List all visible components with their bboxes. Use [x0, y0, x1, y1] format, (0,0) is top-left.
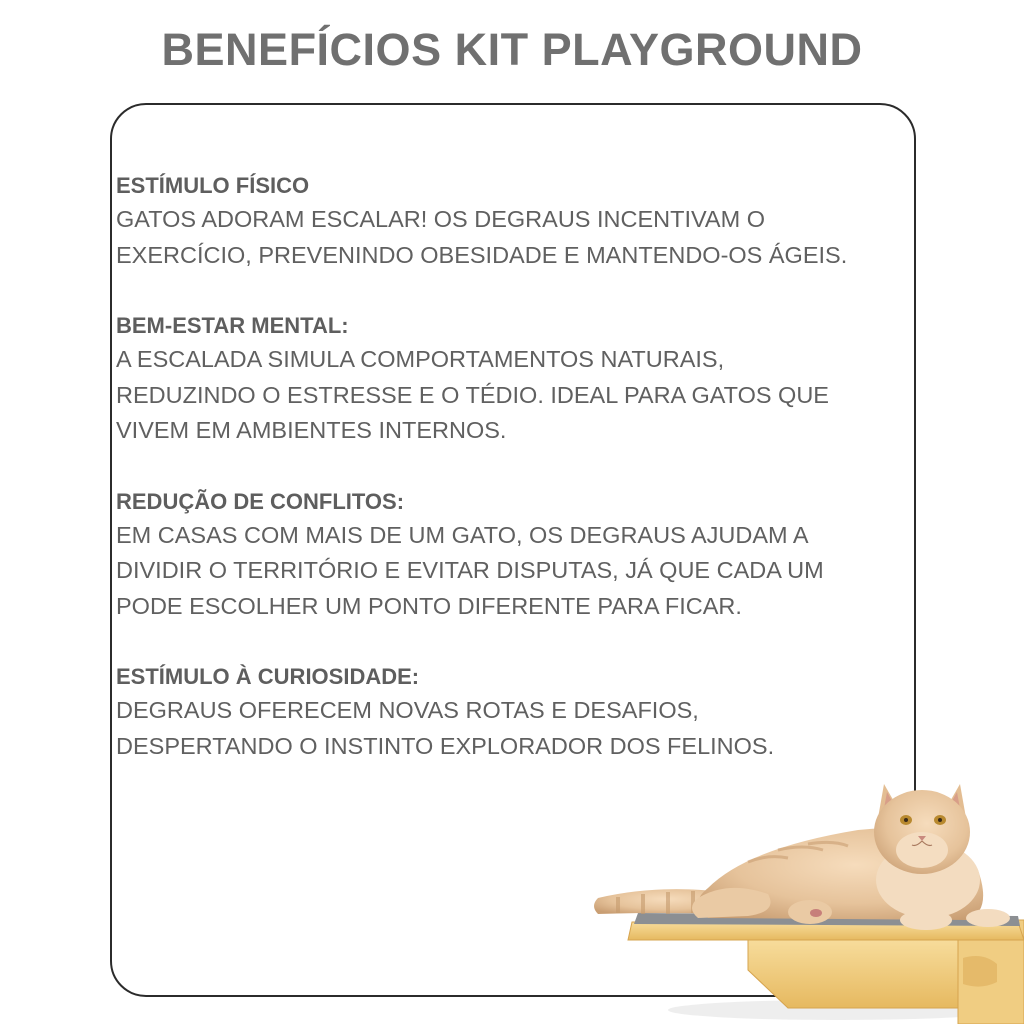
benefit-text: EM CASAS COM MAIS DE UM GATO, OS DEGRAUS AJUDAM A DIVIDIR O TERRITÓRIO E EVITAR DISPUTAS, JÁ QUE CADA UM PODE ESCOLHER UM PONTO DIFERENTE PARA FICAR.: [116, 521, 824, 619]
benefit-section-physical: [116, 170, 906, 273]
benefit-section-curiosity: [116, 661, 906, 764]
benefit-heading: ESTÍMULO À CURIOSIDADE:: [116, 664, 420, 689]
benefit-text: A ESCALADA SIMULA COMPORTAMENTOS NATURAIS, REDUZINDO O ESTRESSE E O TÉDIO. IDEAL PARA GATOS QUE VIVEM EM AMBIENTES INTERNOS.: [116, 346, 829, 443]
cat-paw: [966, 909, 1010, 927]
benefit-section-mental: [116, 310, 906, 449]
benefit-section-conflicts: [116, 486, 906, 625]
benefit-heading: REDUÇÃO DE CONFLITOS:: [116, 488, 405, 514]
benefit-heading: ESTÍMULO FÍSICO: [116, 173, 310, 198]
benefit-heading: BEM-ESTAR MENTAL:: [116, 313, 349, 338]
benefit-text: GATOS ADORAM ESCALAR! OS DEGRAUS INCENTIVAM O EXERCÍCIO, PREVENINDO OBESIDADE E MANTENDO-OS ÁGEIS.: [116, 206, 848, 268]
cat-head: [874, 784, 970, 874]
page-title: BENEFÍCIOS KIT PLAYGROUND: [161, 24, 863, 75]
benefit-text: DEGRAUS OFERECEM NOVAS ROTAS E DESAFIOS, DESPERTANDO O INSTINTO EXPLORADOR DOS FELINOS.: [116, 697, 775, 759]
cat-on-shelf-image: [588, 770, 1024, 1024]
benefits-list: [116, 170, 906, 801]
